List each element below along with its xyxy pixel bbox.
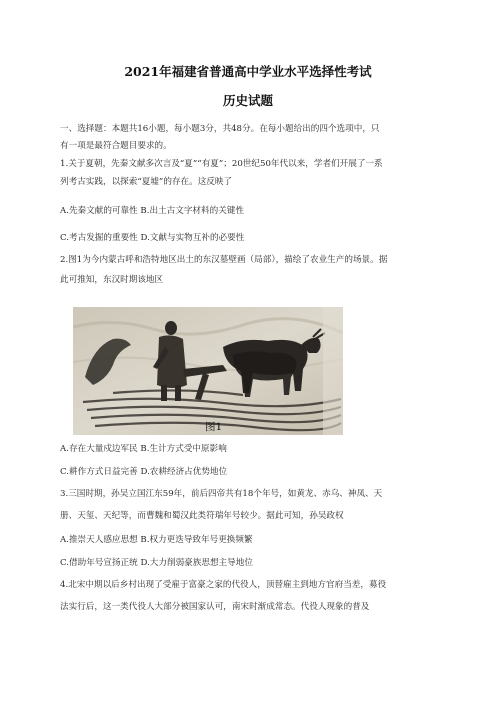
mural-figure <box>73 307 343 435</box>
instructions-line-2: 有一项是最符合题目要求的。 <box>60 141 172 151</box>
q1-stem-line-2: 列考古实践，以探索“夏墟”的存在。这反映了 <box>60 177 233 187</box>
q1-options-cd: C.考古发掘的重要性 D.文献与实物互补的必要性 <box>60 233 245 243</box>
q3-stem-line-1: 3.三国时期，孙吴立国江东59年，前后四帝共有18个年号，如黄龙、赤乌、神凤、天 <box>60 489 383 499</box>
q3-stem-line-2: 册、天玺、天纪等，而曹魏和蜀汉此类符瑞年号较少。据此可知，孙吴政权 <box>60 511 344 521</box>
q4-stem-line-2: 法实行后，这一类代役人大部分被国家认可，南宋时渐成常态。代役人现象的普及 <box>60 602 370 612</box>
q1-options-ab: A.先秦文献的可靠性 B.出土古文字材料的关键性 <box>60 206 244 216</box>
q1-stem-line-1: 1.关于夏朝，先秦文献多次言及“夏”“有夏”；20世纪50年代以来，学者们开展了一系 <box>60 159 383 169</box>
subject-title: 历史试题 <box>222 93 273 108</box>
instructions-line-1: 一、选择题：本题共16小题，每小题3分，共48分。在每小题给出的四个选项中，只 <box>60 124 380 134</box>
q3-options-ab: A.推崇天人感应思想 B.权力更迭导致年号更换频繁 <box>60 535 253 545</box>
q2-stem-line-1: 2.图1为今内蒙古呼和浩特地区出土的东汉墓壁画（局部），描绘了农业生产的场景。据 <box>60 255 388 265</box>
mural-ploughing-image <box>73 307 343 435</box>
q2-options-ab: A.存在大量戍边军民 B.生计方式受中原影响 <box>60 444 227 454</box>
q4-stem-line-1: 4.北宋中期以后乡村出现了受雇于富豪之家的代役人，顶替雇主到地方官府当差，募役 <box>60 580 387 590</box>
q3-options-cd: C.借助年号宣扬正统 D.大力削弱豪族思想主导地位 <box>60 558 253 568</box>
q2-options-cd: C.耕作方式日益完善 D.农耕经济占优势地位 <box>60 467 228 477</box>
q2-stem-line-2: 此可推知，东汉时期该地区 <box>60 275 164 285</box>
exam-title: 2021年福建省普通高中学业水平选择性考试 <box>124 64 372 79</box>
figure-caption: 图1 <box>205 421 223 433</box>
